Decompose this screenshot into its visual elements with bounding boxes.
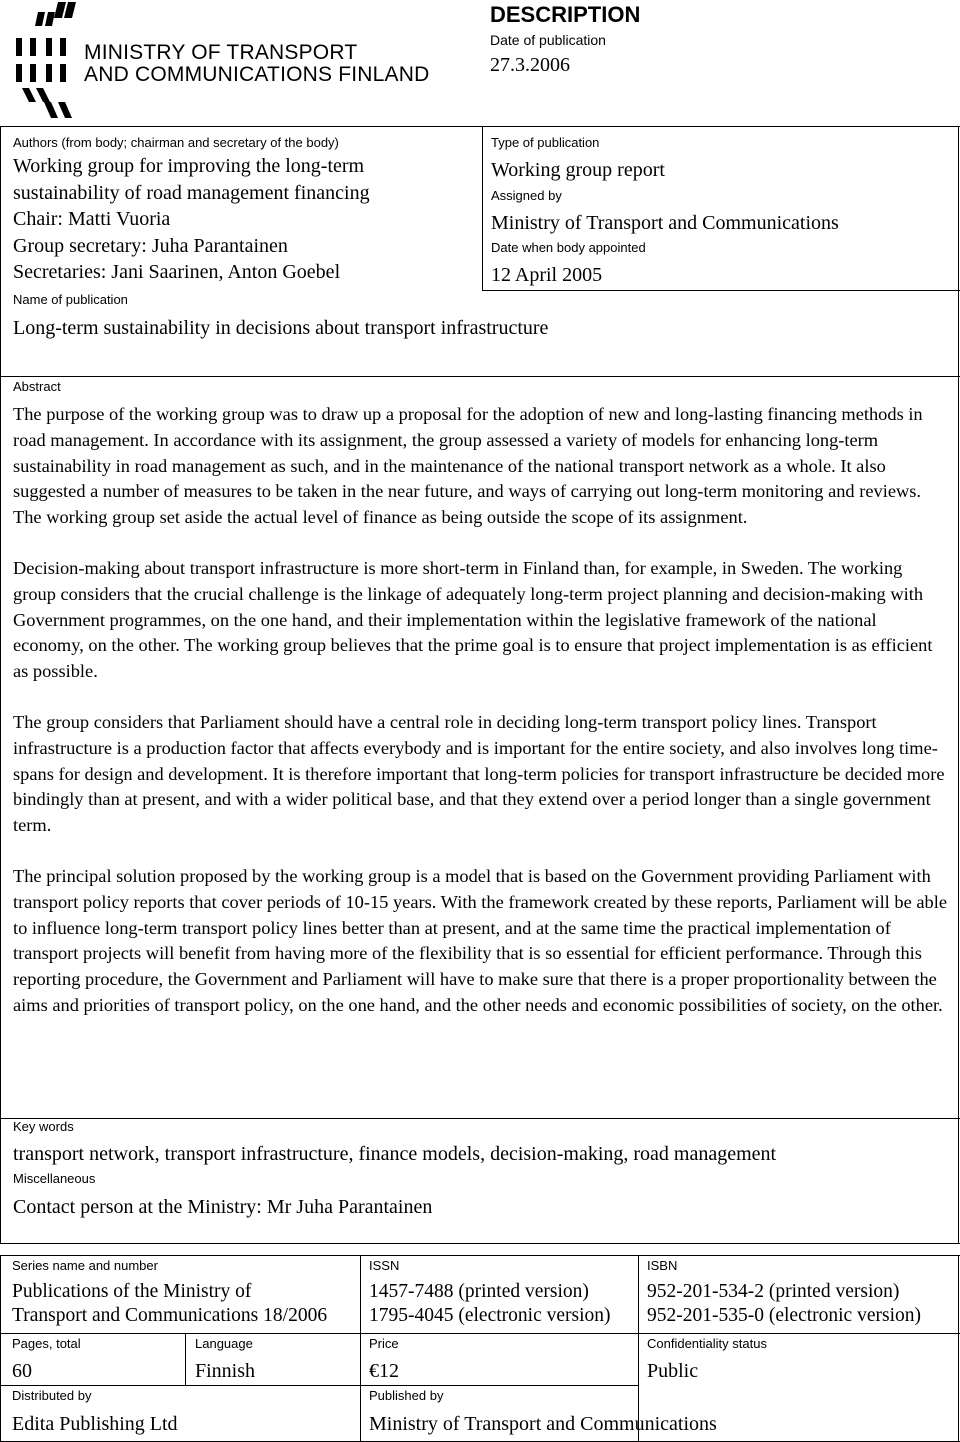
miscellaneous-value: Contact person at the Ministry: Mr Juha Parantainen <box>13 1196 433 1218</box>
issn-value <box>369 1280 611 1328</box>
ministry-emblem-icon <box>8 2 80 120</box>
isbn-value-line: 952-201-534-2 (printed version) <box>647 1281 900 1302</box>
keywords-label: Key words <box>13 1119 74 1134</box>
series-value-line: Transport and Communications 18/2006 <box>12 1305 328 1326</box>
distributed-by-label: Distributed by <box>12 1388 92 1403</box>
type-panel-left-border <box>482 126 483 290</box>
date-appointed-label: Date when body appointed <box>491 240 646 255</box>
right-border <box>958 126 959 1244</box>
date-of-publication-value: 27.3.2006 <box>490 54 570 76</box>
keywords-value: transport network, transport infrastructure, finance models, decision-making, road management <box>13 1143 777 1165</box>
date-of-publication-label: Date of publication <box>490 32 606 48</box>
table-line <box>0 1255 960 1256</box>
abstract-paragraph: The purpose of the working group was to draw up a proposal for the adoption of new and long-lasting financing methods in road management. In accordance with its assignment, the group assessed a variety of models for enhancing long-term sustainability in road management as such, and in the maintenance of the national transport network as a whole. It also suggested a number of measures to be taken in the near future, and ways of carrying out long-term monitoring and reviews. The working group set aside the actual level of finance as being outside the scope of its assignment. <box>13 404 923 528</box>
table-line <box>958 1255 959 1442</box>
ministry-name-line2: AND COMMUNICATIONS FINLAND <box>84 63 430 86</box>
series-label: Series name and number <box>12 1258 158 1273</box>
series-value-line: Publications of the Ministry of <box>12 1281 252 1302</box>
name-of-publication-label: Name of publication <box>13 292 128 307</box>
keywords-top-border <box>0 1118 960 1119</box>
pages-label: Pages, total <box>12 1336 81 1351</box>
published-by-value: Ministry of Transport and Communications <box>369 1413 717 1435</box>
assigned-by-value: Ministry of Transport and Communications <box>491 212 839 234</box>
abstract-body <box>13 402 949 1044</box>
confidentiality-value: Public <box>647 1360 699 1382</box>
isbn-value-line: 952-201-535-0 (electronic version) <box>647 1305 921 1326</box>
abstract-paragraph: The principal solution proposed by the working group is a model that is based on the Government providing Parliament with transport policy reports that cover periods of 10-15 years. With the framework created by these reports, Parliament will be able to influence long-term transport policy lines better than at present, and at the same time the practical implementation of transport projects will benefit from having more of the flexibility that is so essential for efficient performance. Through this reporting procedure, the Government and Parliament will have to make sure that there is a proper proportionality between the aims and priorities of transport policy, on the one hand, and the other needs and economic possibilities of society, on the other. <box>13 865 947 1015</box>
ministry-logo <box>8 2 80 120</box>
isbn-value <box>647 1280 921 1328</box>
abstract-paragraph: Decision-making about transport infrastructure is more short-term in Finland than, for example, in Sweden. The working group considers that the crucial challenge is the linkage of adequately long-term project planning and decision-making with Government programmes, on the one hand, and their implementation within the legislative framework of the national economy, on the other. The working group believes that the prime goal is to ensure that project implementation is as efficient as possible. <box>13 557 933 682</box>
authors-line: sustainability of road management financing <box>13 181 370 204</box>
issn-label: ISSN <box>369 1258 400 1273</box>
table-line <box>360 1255 361 1442</box>
abstract-paragraph: The group considers that Parliament should have a central role in deciding long-term transport policy lines. Transport infrastructure is a production factor that affects everybody and is important for the entire society, and also involves long time-spans for design and development. It is therefore important that long-term policies for transport infrastructure be decided more bindingly than at present, and with a wider political base, and that they extend over a period longer than a single government term. <box>13 711 945 836</box>
table-line <box>0 1255 1 1442</box>
distributed-by-value: Edita Publishing Ltd <box>12 1413 178 1435</box>
ministry-name-line1: MINISTRY OF TRANSPORT <box>84 41 358 64</box>
abstract-label: Abstract <box>13 379 61 394</box>
published-by-label: Published by <box>369 1388 444 1403</box>
assigned-by-label: Assigned by <box>491 188 562 203</box>
authors-line: Working group for improving the long-term <box>13 155 365 177</box>
price-label: Price <box>369 1336 399 1351</box>
miscellaneous-label: Miscellaneous <box>13 1171 96 1186</box>
type-of-publication-value: Working group report <box>491 159 665 181</box>
bottom-table <box>0 1255 960 1442</box>
isbn-label: ISBN <box>647 1258 678 1273</box>
doc-type-heading: DESCRIPTION <box>490 2 641 27</box>
table-line <box>0 1385 638 1386</box>
authors-block <box>13 153 370 286</box>
left-border <box>0 126 1 1244</box>
date-appointed-value: 12 April 2005 <box>491 264 603 286</box>
authors-line: Group secretary: Juha Parantainen <box>13 234 288 257</box>
authors-label: Authors (from body; chairman and secretary of the body) <box>13 135 339 150</box>
top-border <box>0 126 960 127</box>
table-line <box>185 1333 186 1385</box>
pages-value: 60 <box>12 1360 32 1382</box>
abstract-top-border <box>0 376 960 377</box>
table-line <box>0 1333 960 1334</box>
authors-line: Secretaries: Jani Saarinen, Anton Goebel <box>13 261 341 283</box>
language-label: Language <box>195 1336 253 1351</box>
issn-value-line: 1457-7488 (printed version) <box>369 1281 589 1302</box>
name-of-publication-value: Long-term sustainability in decisions about transport infrastructure <box>13 317 549 339</box>
frame-bottom-border <box>0 1243 960 1244</box>
series-value <box>12 1280 327 1328</box>
language-value: Finnish <box>195 1360 256 1382</box>
authors-line: Chair: Matti Vuoria <box>13 208 171 230</box>
ministry-name <box>84 42 430 86</box>
type-of-publication-label: Type of publication <box>491 135 600 150</box>
type-panel-bottom-border <box>482 290 960 291</box>
issn-value-line: 1795-4045 (electronic version) <box>369 1305 611 1326</box>
confidentiality-label: Confidentiality status <box>647 1336 767 1351</box>
price-value: €12 <box>369 1360 399 1382</box>
